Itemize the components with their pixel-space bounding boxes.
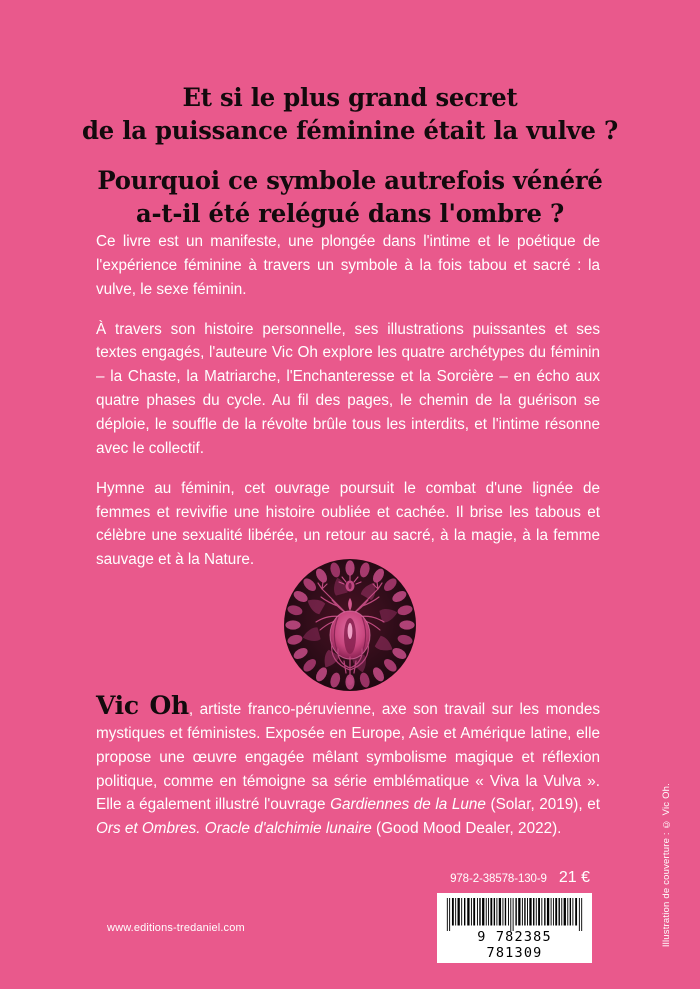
blurb-text — [96, 230, 600, 572]
book-title-ors-et-ombres: Ors et Ombres. Oracle d'alchimie lunaire — [96, 820, 372, 838]
headline-line-4: a-t-il été relégué dans l'ombre ? — [135, 198, 564, 228]
bio-text-part-3: (Good Mood Dealer, 2022). — [371, 820, 562, 838]
blurb-paragraph-1: Ce livre est un manifeste, une plongée dans l'intime et le poétique de l'expérience féminine à travers un symbole à la fois tabou et sacré : la vulve, le sexe féminin. — [96, 233, 600, 298]
headline-block — [0, 82, 700, 230]
bio-text-part-1: , artiste franco-péruvienne, axe son travail sur les mondes mystiques et féministes. Exposée en Europe, Asie et Amérique latine, elle propose une œuvre engagée mêlant symbolisme magique et réflexion politique, comme en témoigne sa série emblématique « Viva la Vulva ». Elle a également illustré l'ouvrage — [96, 701, 600, 814]
blurb-paragraph-3: Hymne au féminin, cet ouvrage poursuit le combat d'une lignée de femmes et revivifie une histoire oubliée et cachée. Il brise les tabous et célèbre une sexualité libérée, un retour au sacré, à la magie, à la femme sauvage et à la Nature. — [96, 479, 600, 569]
publisher-website[interactable]: www.editions-tredaniel.com — [107, 922, 245, 934]
blurb-paragraph-2: À travers son histoire personnelle, ses illustrations puissantes et ses textes engagés, l'auteure Vic Oh explore les quatre archétypes du féminin – la Chaste, la Matriarche, l'Enchanteresse et la Sorcière – en écho aux quatre phases du cycle. Au fil des pages, le chemin de la guérison se déploie, le souffle de la révolte brûle tous les interdits, et l'intime résonne avec le collectif. — [96, 320, 600, 457]
headline-line-2: de la puissance féminine était la vulve ? — [81, 115, 619, 145]
vulva-mandala-emblem — [282, 557, 418, 693]
vulva-mandala-icon — [282, 557, 418, 693]
barcode-icon — [445, 898, 584, 931]
headline-line-1: Et si le plus grand secret — [182, 83, 518, 112]
author-bio — [96, 693, 600, 841]
headline-question-two — [0, 165, 700, 230]
bio-text-part-2: (Solar, 2019), et — [485, 796, 600, 814]
headline-question-one — [0, 82, 700, 147]
headline-line-3: Pourquoi ce symbole autrefois vénéré — [97, 166, 603, 195]
book-title-gardiennes: Gardiennes de la Lune — [330, 796, 486, 814]
barcode-digits: 9 782385 781309 — [477, 929, 552, 961]
barcode-box — [437, 893, 592, 963]
isbn-price-line — [437, 869, 592, 887]
isbn-barcode-block — [437, 869, 592, 963]
isbn-number: 978-2-38578-130-9 — [450, 873, 547, 885]
author-name: Vic Oh — [96, 691, 189, 720]
price-label: 21 € — [558, 869, 590, 886]
cover-illustration-credit: Illustration de couverture : © Vic Oh. — [661, 783, 672, 948]
